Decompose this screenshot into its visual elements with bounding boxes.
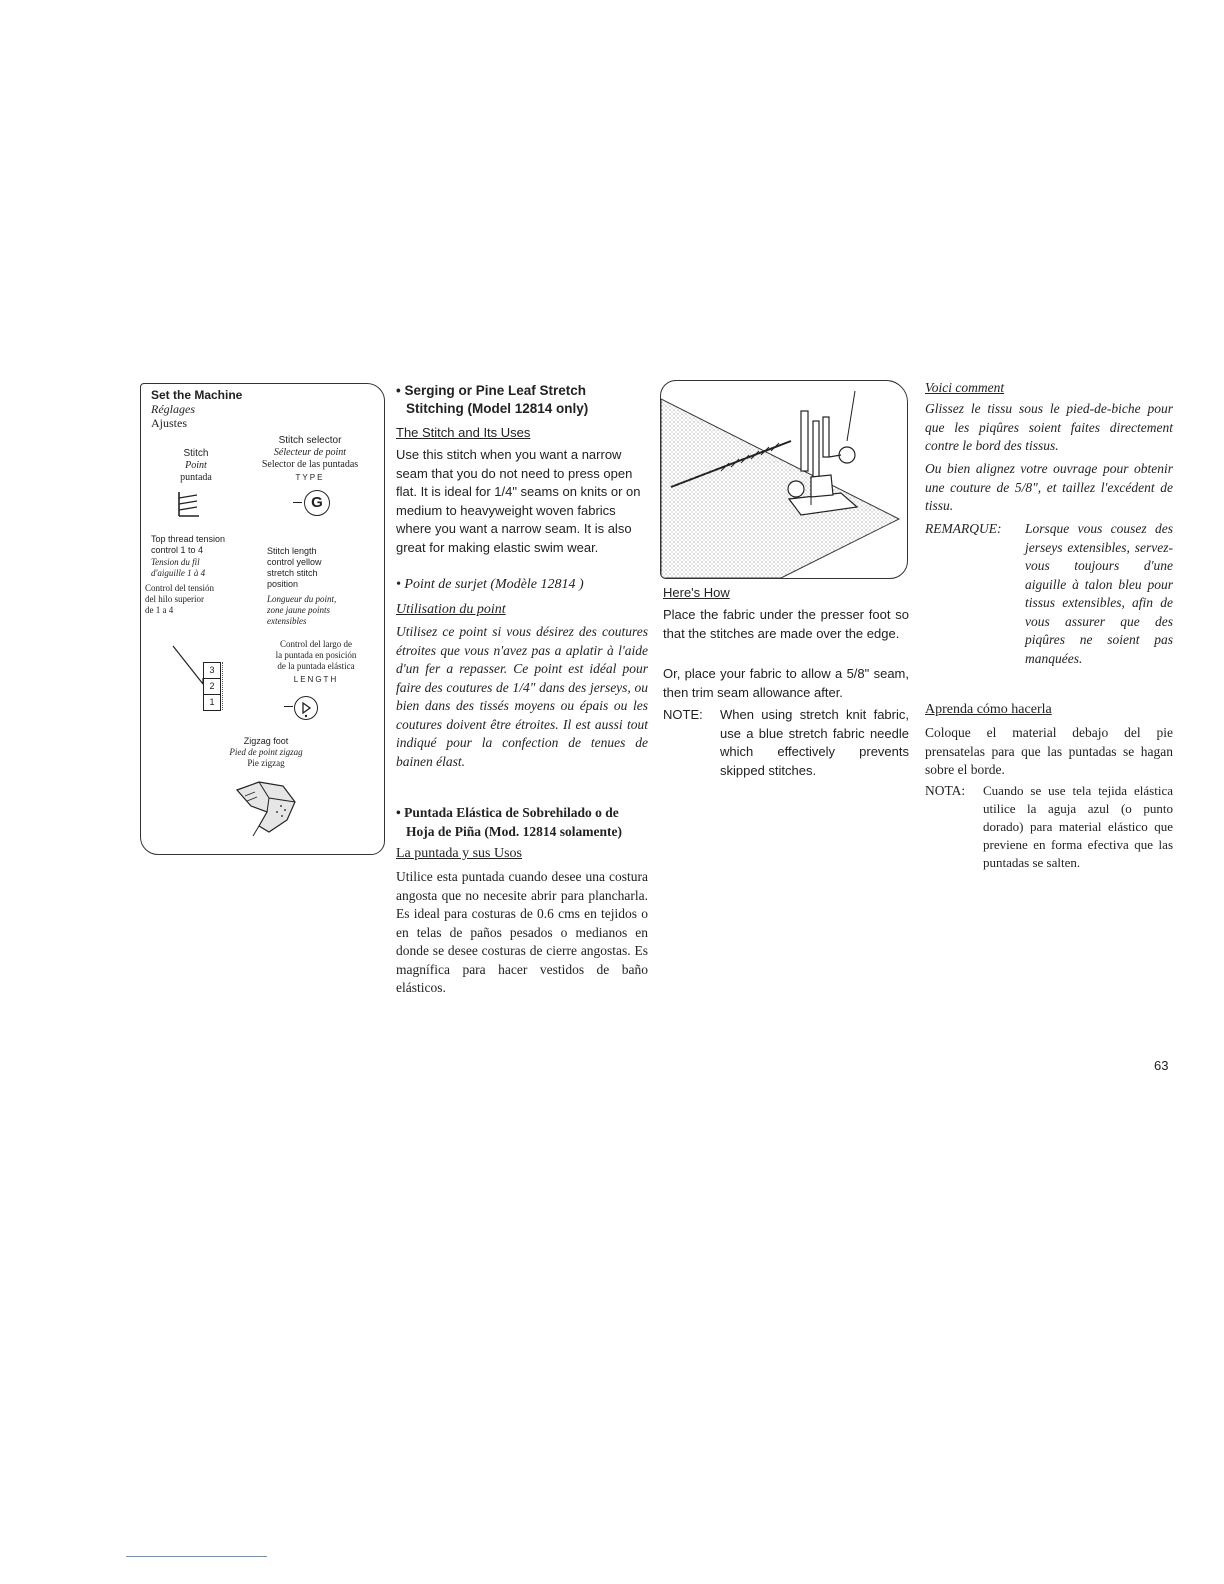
length-label-es-1: Control del largo de <box>279 639 353 649</box>
english-subheading: The Stitch and Its Uses <box>396 425 531 440</box>
french-heading: • Point de surjet (Modèle 12814 ) <box>396 577 584 592</box>
english-note-text: When using stretch knit fabric, use a blue stretch fabric needle which effectively prevents skipped stitches. <box>720 707 909 778</box>
length-label-en-3: stretch stitch <box>267 568 318 578</box>
length-label-fr-3: extensibles <box>267 616 307 626</box>
selector-label-fr: Sélecteur de point <box>273 447 347 458</box>
foot-label-fr: Pied de point zigzag <box>229 747 303 757</box>
spanish-note-text: Cuando se use tela tejida elástica utilice la aguja azul (o punto dorado) para material elástico que previene en forma efectiva que las puntadas se salten. <box>983 783 1173 870</box>
french-subheading: Utilisation du point <box>396 602 506 617</box>
type-label: TYPE <box>295 473 325 482</box>
stitch-label-fr: Point <box>185 460 207 471</box>
foot-label-group <box>181 736 351 769</box>
length-label-en-1: Stitch length <box>267 546 317 556</box>
length-dial-pointer <box>284 706 293 707</box>
selector-label-es: Selector de las puntadas <box>261 459 359 470</box>
tension-dial-edge <box>222 662 226 710</box>
length-label-en-4: position <box>267 579 299 589</box>
french-how-heading: Voici comment <box>925 380 1005 395</box>
stitch-label-en: Stitch <box>183 448 209 459</box>
spanish-note-label: NOTA: <box>925 783 966 798</box>
english-how-p2: Or, place your fabric to allow a 5/8" seam, then trim seam allowance after. <box>663 666 909 700</box>
spanish-how-heading: Aprenda cómo hacerla <box>925 702 1052 717</box>
stitch-label-group <box>161 448 231 484</box>
selector-label-en: Stitch selector <box>278 435 342 446</box>
english-how-p1: Place the fabric under the presser foot so that the stitches are made over the edge. <box>663 607 909 641</box>
footer-rule <box>126 1556 267 1557</box>
zigzag-foot-icon <box>225 776 305 840</box>
french-body: Utilisez ce point si vous désirez des coutures étroites que vous n'avez pas a aplatir à l'aide d'un fer a repasser. Ce point est idéal pour faire des coutures de 1/4" dans des jerseys, ou bien dans des tissés moyens ou épais ou les coutures doivent être étroites. Il est aussi tout indiqué pour la confection de tenues de bainen élast. <box>396 624 648 769</box>
tension-dial-2: 2 <box>204 679 220 695</box>
french-how-p1: Glissez le tissu sous le pied-de-biche pour que les piqûres soient faites directement contre le bord des tissus. <box>925 401 1173 453</box>
tension-dial-1: 1 <box>209 697 215 707</box>
english-heading <box>396 382 648 418</box>
panel-title-es: Ajustes <box>151 416 187 430</box>
english-heading-line-2: Stitching (Model 12814 only) <box>406 401 589 416</box>
serging-stitch-icon <box>175 490 201 518</box>
spanish-how-p1: Coloque el material debajo del pie prensatelas para que las puntadas se hagan sobre el borde. <box>925 725 1173 777</box>
english-heading-line-1: • Serging or Pine Leaf Stretch <box>396 383 587 398</box>
serging-illustration <box>660 380 908 579</box>
spanish-subheading: La puntada y sus Usos <box>396 846 522 861</box>
length-dial-arrow-icon <box>295 697 317 719</box>
length-label-fr-1: Longueur du point, <box>267 594 337 604</box>
length-label-es-3: de la puntada elástica <box>277 661 355 671</box>
tension-label-en-2: control 1 to 4 <box>151 545 204 555</box>
tension-label-fr-1: Tension du fil <box>151 557 200 567</box>
length-label-en-2: control yellow <box>267 557 322 567</box>
english-how-heading: Here's How <box>663 585 730 600</box>
foot-label-en: Zigzag foot <box>243 736 289 746</box>
french-how-p2: Ou bien alignez votre ouvrage pour obtenir une couture de 5/8", et taillez l'excédent de tissu. <box>925 461 1173 513</box>
length-label: LENGTH <box>293 675 339 684</box>
page-number: 63 <box>1154 1058 1169 1073</box>
english-body: Use this stitch when you want a narrow seam that you do not need to press open flat. It is ideal for 1/4" seams on knits or on medium to heavyweight woven fabrics where you want a narrow seam. It is also great for making elastic swim wear. <box>396 447 641 555</box>
selector-label-group <box>245 435 375 482</box>
foot-label-es: Pie zigzag <box>247 758 285 768</box>
tension-label-fr-2: d'aiguille 1 à 4 <box>151 568 206 578</box>
spanish-heading-line-1: • Puntada Elástica de Sobrehilado o de <box>396 805 619 820</box>
length-dial <box>294 696 318 720</box>
tension-label-es-1: Control del tensión <box>145 583 214 593</box>
tension-label-es-2: del hilo superior <box>145 594 204 604</box>
length-label-group <box>267 546 382 627</box>
spanish-heading-line-2: Hoja de Piña (Mod. 12814 solamente) <box>406 823 622 839</box>
english-note-label: NOTE: <box>663 707 703 722</box>
length-es-group <box>251 639 381 684</box>
panel-title-fr: Réglages <box>151 402 195 416</box>
type-dial-value: G <box>311 494 323 511</box>
type-dial-pointer <box>293 502 302 503</box>
length-label-fr-2: zone jaune points <box>267 605 330 615</box>
machine-settings-panel <box>140 383 385 855</box>
panel-title-en: Set the Machine <box>151 388 243 402</box>
spanish-heading <box>396 804 648 841</box>
length-label-es-2: la puntada en posición <box>275 650 357 660</box>
french-note-text: Lorsque vous cousez des jerseys extensibles, servez-vous toujours d'une aiguille à talon bleu pour tissus extensibles, afin de vous assurer que des piqûres ne soient pas manquées. <box>1025 521 1173 666</box>
tension-dial <box>203 662 221 711</box>
stitch-label-es: puntada <box>180 472 212 483</box>
tension-label-en-1: Top thread tension <box>151 534 226 544</box>
tension-label-group <box>145 534 261 616</box>
spanish-body: Utilice esta puntada cuando desee una costura angosta que no necesite abrir para plancharla. Es ideal para costuras de 0.6 cms en tejidos o en telas de paños pesados o medianos en donde se desee costuras de cierre angostas. Es magnífica para hacer vestidos de baño elásticos. <box>396 869 648 995</box>
tension-label-es-3: de 1 a 4 <box>145 605 174 615</box>
type-dial <box>304 490 330 516</box>
presser-foot-fabric-illustration <box>661 381 907 578</box>
french-note-label: REMARQUE: <box>925 521 1002 536</box>
tension-dial-3: 3 <box>204 663 220 679</box>
